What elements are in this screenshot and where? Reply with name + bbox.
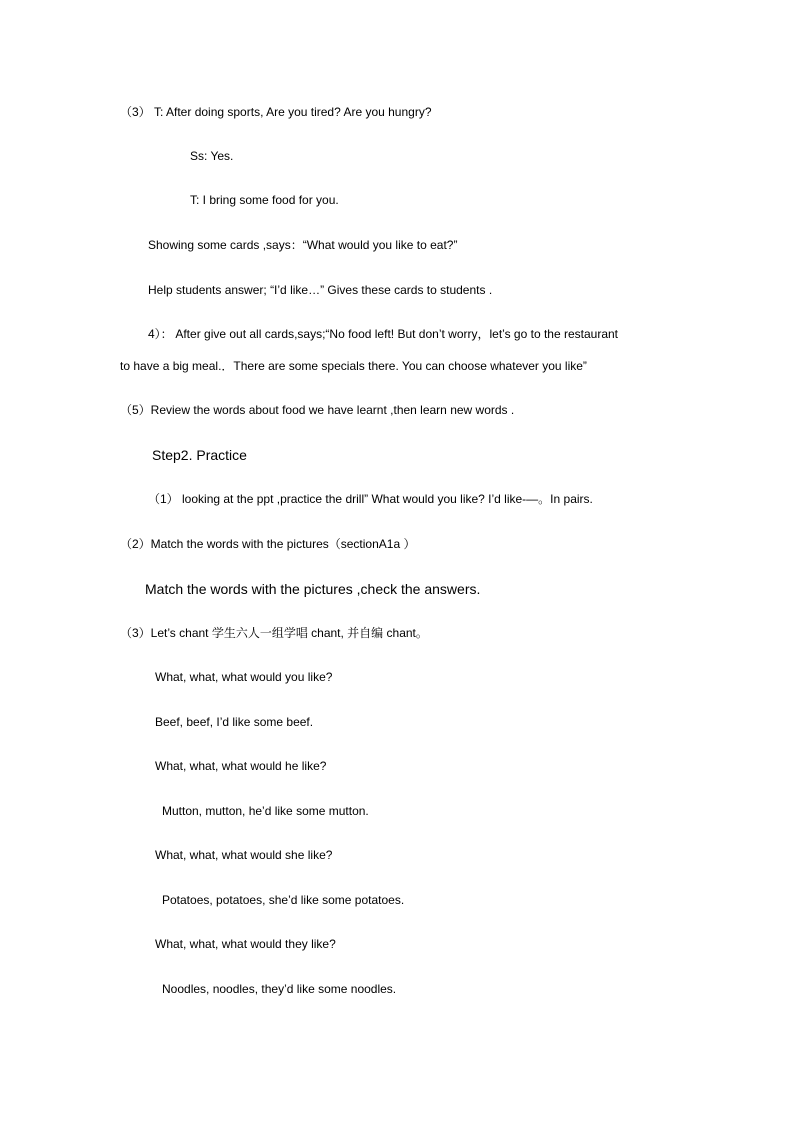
teacher-bring-food: T: I bring some food for you. xyxy=(190,193,339,207)
chant-line-7: What, what, what would they like? xyxy=(155,937,336,951)
section-3-teacher-question: （3） T: After doing sports, Are you tired? Are you hungry? xyxy=(120,105,432,119)
practice-item-1: （1） looking at the ppt ,practice the drill” What would you like? I’d like-—。In pairs. xyxy=(148,492,593,506)
chant-line-8: Noodles, noodles, they’d like some noodles. xyxy=(162,982,397,996)
practice-item-2: （2）Match the words with the pictures（sectionA1a ） xyxy=(120,537,416,551)
step2-heading: Step2. Practice xyxy=(152,447,247,463)
chant-line-4: Mutton, mutton, he’d like some mutton. xyxy=(162,804,369,818)
section-4-line-1: 4）： After give out all cards,says;“No food left! But don’t worry，let’s go to the restaurant xyxy=(148,327,619,341)
chant-line-1: What, what, what would you like? xyxy=(155,670,333,684)
match-check-line: Match the words with the pictures ,check the answers. xyxy=(145,581,481,597)
chant-line-3: What, what, what would he like? xyxy=(155,759,327,773)
help-students-line: Help students answer; “I’d like…” Gives these cards to students . xyxy=(148,283,493,297)
chant-line-6: Potatoes, potatoes, she’d like some potatoes. xyxy=(162,893,405,907)
students-reply: Ss: Yes. xyxy=(190,149,234,163)
chant-line-2: Beef, beef, I’d like some beef. xyxy=(155,715,314,729)
section-5-review: （5）Review the words about food we have learnt ,then learn new words . xyxy=(120,403,515,417)
showing-cards-line: Showing some cards ,says：“What would you like to eat?” xyxy=(148,238,458,252)
chant-line-5: What, what, what would she like? xyxy=(155,848,333,862)
section-4-line-2: to have a big meal.．There are some specials there. You can choose whatever you like” xyxy=(120,359,587,373)
practice-item-3-chant: （3）Let’s chant 学生六人一组学唱 chant, 并自编 chant。 xyxy=(120,626,428,640)
